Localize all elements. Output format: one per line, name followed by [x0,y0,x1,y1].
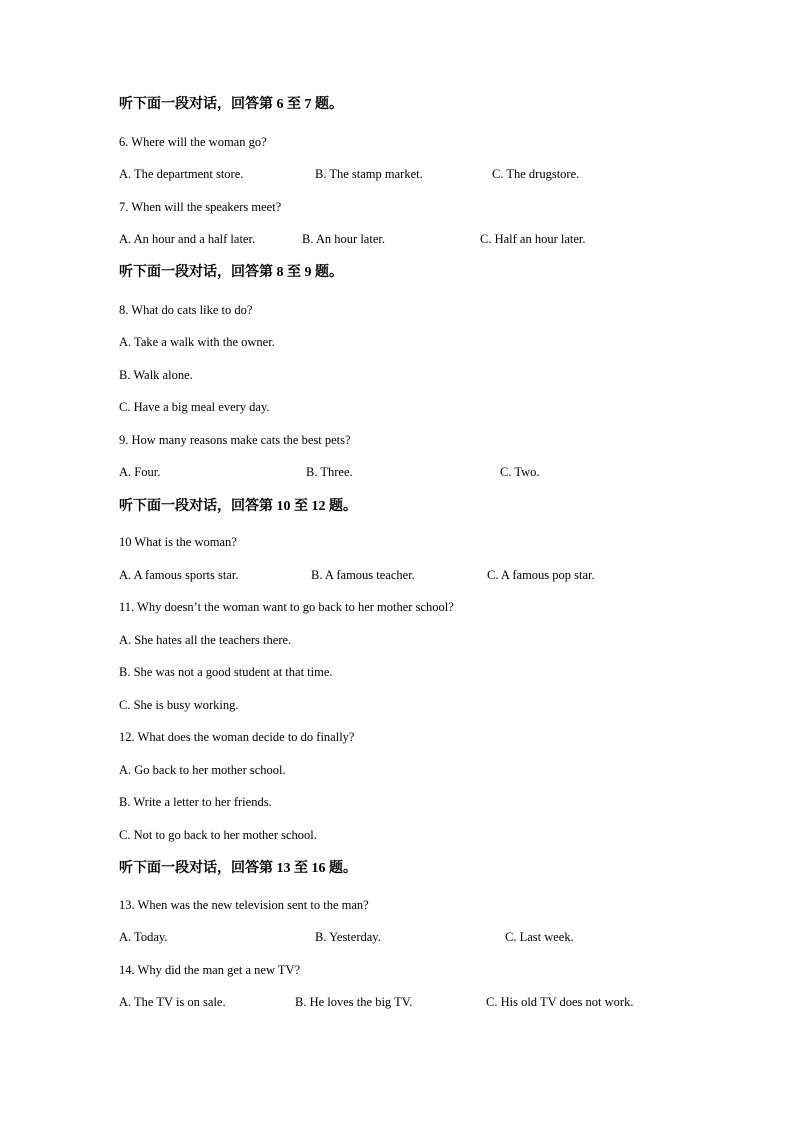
option-a: A. An hour and a half later. [119,232,256,246]
section-heading: 听下面一段对话，回答第 6 至 7 题。 [119,97,343,112]
question-text: 11. Why doesn’t the woman want to go back to her mother school? [119,600,454,614]
section-heading: 听下面一段对话，回答第 13 至 16 题。 [119,861,357,876]
question-text: 7. When will the speakers meet? [119,200,282,214]
option-b: B. Walk alone. [119,368,193,382]
option-b: B. A famous teacher. [311,568,415,582]
option-a: A. The TV is on sale. [119,995,226,1009]
option-b: B. An hour later. [302,232,385,246]
option-c: C. Not to go back to her mother school. [119,828,317,842]
question-text: 6. Where will the woman go? [119,135,267,149]
option-c: C. His old TV does not work. [486,995,634,1009]
option-c: C. She is busy working. [119,698,239,712]
option-c: C. The drugstore. [492,167,580,181]
option-b: B. She was not a good student at that time. [119,665,333,679]
option-b: B. The stamp market. [315,167,423,181]
option-c: C. Two. [500,465,540,479]
option-b: B. Three. [306,465,353,479]
option-a: A. Four. [119,465,161,479]
option-a: A. A famous sports star. [119,568,239,582]
option-a: A. Go back to her mother school. [119,763,286,777]
option-a: A. She hates all the teachers there. [119,633,292,647]
option-a: A. Today. [119,930,168,944]
option-b: B. He loves the big TV. [295,995,413,1009]
option-c: C. Have a big meal every day. [119,400,270,414]
option-a: A. Take a walk with the owner. [119,335,275,349]
question-text: 12. What does the woman decide to do finally? [119,730,355,744]
question-text: 14. Why did the man get a new TV? [119,963,301,977]
option-c: C. A famous pop star. [487,568,595,582]
question-text: 10 What is the woman? [119,535,237,549]
option-b: B. Yesterday. [315,930,381,944]
section-heading: 听下面一段对话，回答第 10 至 12 题。 [119,499,357,514]
question-text: 9. How many reasons make cats the best pets? [119,433,351,447]
section-heading: 听下面一段对话，回答第 8 至 9 题。 [119,265,343,280]
question-text: 8. What do cats like to do? [119,303,253,317]
option-b: B. Write a letter to her friends. [119,795,272,809]
option-c: C. Half an hour later. [480,232,586,246]
question-text: 13. When was the new television sent to the man? [119,898,369,912]
option-a: A. The department store. [119,167,244,181]
option-c: C. Last week. [505,930,574,944]
